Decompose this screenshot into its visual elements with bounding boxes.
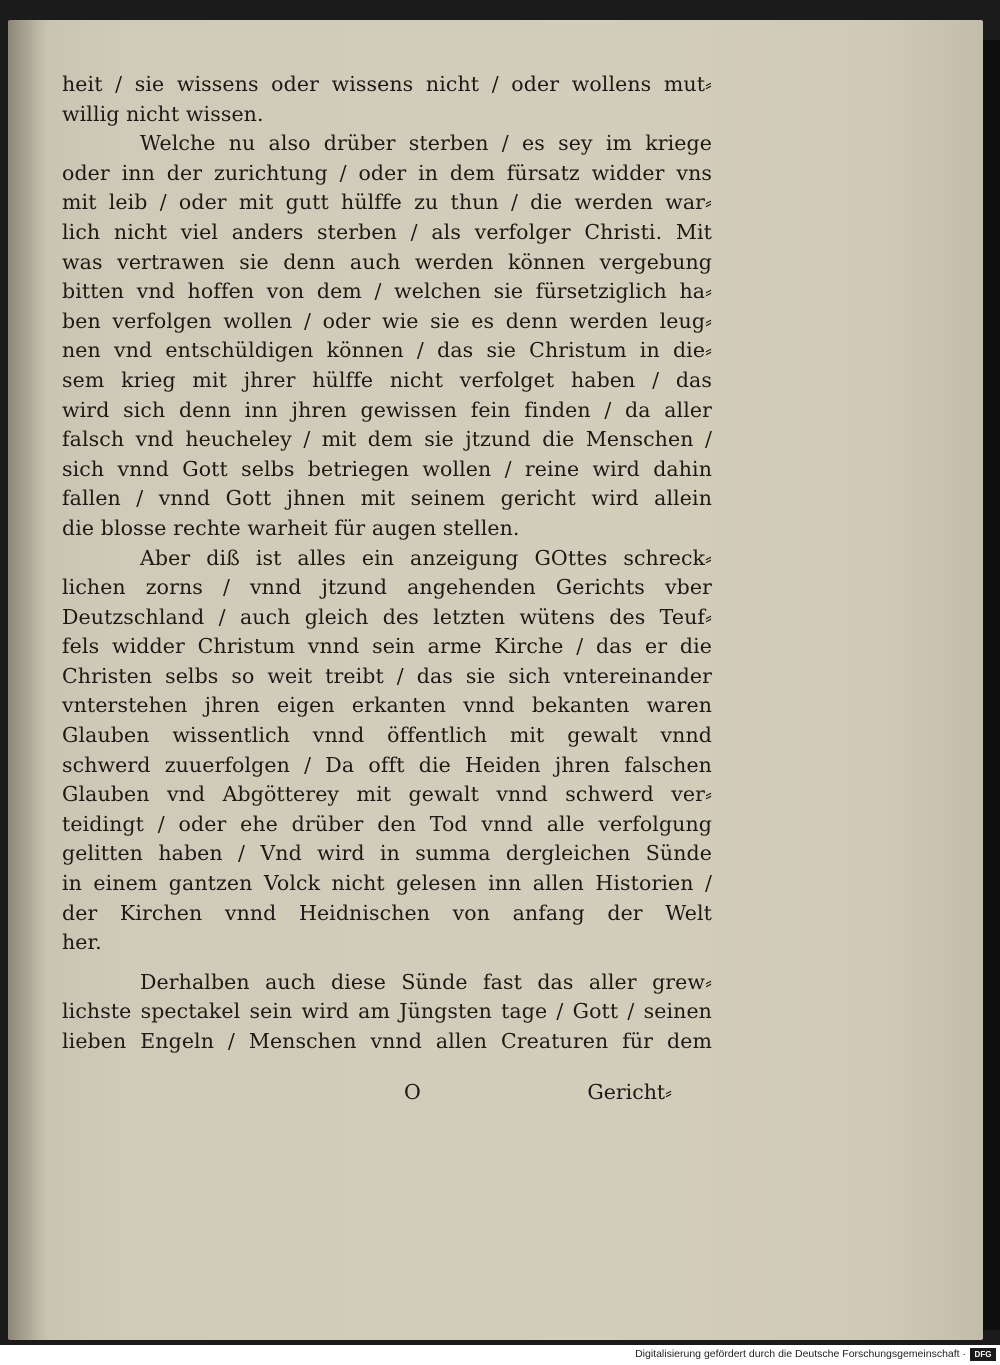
text-line: her. [62, 930, 102, 955]
text-line: willig nicht wissen. [62, 101, 264, 126]
dfg-logo: DFG [970, 1348, 996, 1361]
text-line: teidingt / oder ehe drüber den Tod vnnd alle verfolgung [62, 811, 712, 836]
gutter-shadow [8, 20, 48, 1340]
text-line: falsch vnd heucheley / mit dem sie jtzund die Menschen / [62, 427, 712, 452]
page-edge [983, 40, 1000, 1330]
text-line: wird sich denn inn jhren gewissen fein finden / da aller [62, 397, 712, 422]
text-line: lichen zorns / vnnd jtzund angehenden Gerichts vber [62, 575, 712, 600]
text-line: ben verfolgen wollen / oder wie sie es denn werden leug⸗ [62, 308, 712, 333]
text-line: Derhalben auch diese Sünde fast das aller grew⸗ [140, 969, 712, 994]
text-line: Christen selbs so weit treibt / das sie sich vntereinander [62, 663, 712, 688]
catchword: Gericht⸗ [587, 1080, 672, 1104]
text-line: vnterstehen jhren eigen erkanten vnnd bekanten waren [62, 693, 712, 718]
text-line: Welche nu also drüber sterben / es sey im kriege [140, 131, 712, 156]
text-line: was vertrawen sie denn auch werden können vergebung [62, 249, 712, 274]
text-line: bitten vnd hoffen von dem / welchen sie fürsetziglich ha⸗ [62, 279, 712, 304]
page-footer [62, 1080, 672, 1110]
text-line: nen vnd entschüldigen können / das sie Christum in die⸗ [62, 338, 712, 363]
signature-mark: O [404, 1080, 421, 1104]
text-line: Glauben wissentlich vnnd öffentlich mit gewalt vnnd [62, 723, 712, 748]
text-line: Aber diß ist alles ein anzeigung GOttes schreck⸗ [140, 545, 712, 570]
text-line: in einem gantzen Volck nicht gelesen inn allen Historien / [62, 871, 712, 896]
text-line: lichste spectakel sein wird am Jüngsten tage / Gott / seinen [62, 999, 712, 1024]
text-line: der Kirchen vnnd Heidnischen von anfang der Welt [62, 900, 712, 925]
text-line: oder inn der zurichtung / oder in dem fürsatz widder vns [62, 160, 712, 185]
text-line: schwerd zuuerfolgen / Da offt die Heiden jhren falschen [62, 752, 712, 777]
text-line: lich nicht viel anders sterben / als verfolger Christi. Mit [62, 219, 712, 244]
text-line: lieben Engeln / Menschen vnnd allen Creaturen für dem [62, 1029, 712, 1053]
text-line: Deutzschland / auch gleich des letzten wütens des Teuf⸗ [62, 604, 712, 629]
text-line: mit leib / oder mit gutt hülffe zu thun / die werden war⸗ [62, 190, 712, 215]
funding-credit: Digitalisierung gefördert durch die Deutsche Forschungsgemeinschaft · [635, 1348, 966, 1360]
text-line: sem krieg mit jhrer hülffe nicht verfolget haben / das [62, 367, 712, 392]
text-line: fels widder Christum vnnd sein arme Kirche / das er die [62, 634, 712, 659]
text-line: Glauben vnd Abgötterey mit gewalt vnnd schwerd ver⸗ [62, 782, 712, 807]
text-line: fallen / vnnd Gott jhnen mit seinem gericht wird allein [62, 486, 712, 511]
text-line: sich vnnd Gott selbs betriegen wollen / reine wird dahin [62, 456, 712, 481]
text-line: heit / sie wissens oder wissens nicht / oder wollens mut⸗ [62, 72, 712, 96]
text-line: die blosse rechte warheit für augen stellen. [62, 515, 520, 540]
text-line: gelitten haben / Vnd wird in summa dergleichen Sünde [62, 841, 712, 866]
body-text [62, 70, 712, 1057]
credit-bar [0, 1345, 1000, 1365]
